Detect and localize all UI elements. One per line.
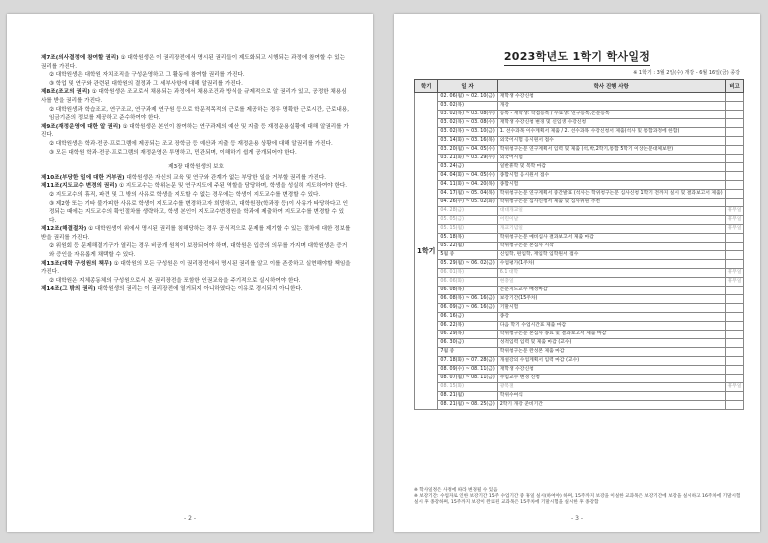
date-cell: 06. 29(목) bbox=[438, 330, 497, 339]
schedule-row bbox=[415, 119, 744, 128]
content-cell: 종합시험 응시원서 접수 bbox=[497, 172, 725, 181]
date-cell: 08. 21(월) ~ 08. 25(금) bbox=[438, 400, 497, 409]
article-first-line bbox=[41, 123, 351, 140]
note-cell bbox=[725, 145, 744, 154]
schedule-row bbox=[415, 180, 744, 189]
content-cell: 현충일 bbox=[497, 277, 725, 286]
content-cell: 2학기 개강 준비기간 bbox=[497, 400, 725, 409]
article-text: ① 대학원생이 위에서 명시된 권리를 침해당하는 경우 공식적으로 문제를 제기할 수 있는 절차에 대한 정보를 받을 권리를 가진다. bbox=[41, 226, 351, 241]
note-cell: 휴무일 bbox=[725, 268, 744, 277]
date-cell: 04. 04(화) ~ 04. 05(수) bbox=[438, 172, 497, 181]
article-text: 대학원생의 권리는 이 권리장전에 열거되지 아니하였다는 이유로 경시되지 아니한다. bbox=[97, 286, 303, 293]
schedule-row bbox=[415, 392, 744, 401]
content-cell: 성적입력 입력 및 제출 마감 (교수) bbox=[497, 339, 725, 348]
article bbox=[41, 123, 351, 157]
date-cell: 04. 28(금) bbox=[438, 207, 497, 216]
article-text: ① 대학원생은 이 권리장전에서 명시된 권리들이 제도화되고 시행되는 과정에 참여할 수 있는 권리를 가진다. bbox=[41, 55, 346, 70]
date-cell: 03. 20(월) ~ 04. 05(수) bbox=[438, 145, 497, 154]
date-cell: 03. 02(목) bbox=[438, 101, 497, 110]
schedule-row bbox=[415, 189, 744, 198]
note-cell bbox=[725, 128, 744, 137]
content-cell: 보강기간(15주차) bbox=[497, 295, 725, 304]
date-cell: 08. 07(월) ~ 08. 11(금) bbox=[438, 374, 497, 383]
article-clause: ③ 제2항 또는 기타 불가피한 사유로 학생이 지도교수를 변경하고자 희망하고, 대학원장(학과장 등)이 사유가 타당하다고 인정되는 때에는 지도교수의 확인절차를 생략하고, 학생 본인이 지도교수변경원을 학과에 제출하여 지도교수를 변경할 수 있다. bbox=[49, 200, 348, 224]
content-cell: 일반휴학 및 복학 마감 bbox=[497, 163, 725, 172]
content-cell: 재학생 수강신청 bbox=[497, 365, 725, 374]
date-cell: 03. 02(목) ~ 03. 08(수) bbox=[438, 119, 497, 128]
content-cell: 대대개교일 bbox=[497, 207, 725, 216]
page-number-right: - 3 - bbox=[571, 515, 583, 522]
article-first-line bbox=[41, 88, 351, 105]
date-cell: 04. 17(월) ~ 05. 04(목) bbox=[438, 189, 497, 198]
schedule-row bbox=[415, 136, 744, 145]
article-first-line bbox=[41, 54, 351, 71]
schedule-row bbox=[415, 374, 744, 383]
article bbox=[41, 88, 351, 122]
article-first-line bbox=[41, 174, 351, 183]
note-cell bbox=[725, 392, 744, 401]
schedule-row bbox=[415, 277, 744, 286]
header-note: 비고 bbox=[725, 80, 744, 93]
date-cell: 06. 01(목) bbox=[438, 268, 497, 277]
date-cell: 04. 11(화) ~ 04. 20(목) bbox=[438, 180, 497, 189]
note-cell bbox=[725, 119, 744, 128]
article-title: 제7조(의사결정에 참여할 권리) bbox=[41, 55, 119, 61]
article-title: 제10조(부당한 일에 대한 거부권) bbox=[41, 174, 125, 181]
schedule-row bbox=[415, 154, 744, 163]
note-cell: 휴무일 bbox=[725, 383, 744, 392]
date-cell: 06. 08(목) bbox=[438, 286, 497, 295]
date-cell: 05. 05(금) bbox=[438, 216, 497, 225]
article bbox=[41, 225, 351, 259]
schedule-row bbox=[415, 304, 744, 313]
note-cell bbox=[725, 260, 744, 269]
note-cell bbox=[725, 330, 744, 339]
rights-charter-text bbox=[41, 54, 351, 294]
note-cell bbox=[725, 110, 744, 119]
date-cell: 03. 24(금) bbox=[438, 163, 497, 172]
chapter-heading: 제3장 대학원생의 보호 bbox=[168, 164, 224, 171]
note-cell: 휴무일 bbox=[725, 277, 744, 286]
article-clause: ② 대학원생과 학습조교, 연구조교, 연구과제 연구원 등으로 학문적목적의 근로를 제공하는 경우 명확한 근로시간, 근로내용, 임금기준의 정보를 제공하고 준수하여야 한다. bbox=[49, 106, 350, 122]
article-text: ① 대학원생은 본인이 참여하는 연구과제의 예산 및 지출 등 재정운용실황에 대해 알권리를 가진다. bbox=[41, 123, 349, 139]
left-page bbox=[7, 14, 373, 532]
content-cell: 학위청구논문 본심사 시작 bbox=[497, 242, 725, 251]
schedule-header-row bbox=[415, 80, 744, 93]
schedule-row bbox=[415, 93, 744, 102]
schedule-footnotes bbox=[414, 488, 742, 507]
note-cell bbox=[725, 286, 744, 295]
schedule-row bbox=[415, 101, 744, 110]
schedule-row bbox=[415, 321, 744, 330]
article-text: ① 대학원생은 조교로서 채용되는 과정에서 채용조건과 방식을 규제적으로 알 권리가 있고, 공정한 채용심사를 받을 권리를 가진다. bbox=[41, 89, 347, 104]
note-cell bbox=[725, 304, 744, 313]
schedule-row bbox=[415, 286, 744, 295]
schedule-row bbox=[415, 207, 744, 216]
date-cell: 06. 16(금) bbox=[438, 312, 497, 321]
schedule-row bbox=[415, 383, 744, 392]
content-cell: 개강 bbox=[497, 101, 725, 110]
note-cell bbox=[725, 312, 744, 321]
content-cell: 1. 선수과목 이수계획서 제출 / 2. 선수과목 수강신청서 제출(석사 및 통합과정에 한함) bbox=[497, 128, 725, 137]
date-cell: 08. 09(수) ~ 08. 11(금) bbox=[438, 365, 497, 374]
schedule-table bbox=[414, 79, 744, 410]
schedule-row bbox=[415, 242, 744, 251]
note-cell bbox=[725, 321, 744, 330]
footnote: ※ 학사일정은 사정에 따라 변경될 수 있음 bbox=[414, 488, 498, 493]
date-cell: 06. 06(화) bbox=[438, 277, 497, 286]
note-cell bbox=[725, 180, 744, 189]
content-cell: 학위청구논문 예비심사 결과보고서 제출 마감 bbox=[497, 233, 725, 242]
date-cell: 08. 15(화) bbox=[438, 383, 497, 392]
date-cell: 05. 18(목) bbox=[438, 233, 497, 242]
note-cell bbox=[725, 172, 744, 181]
content-cell: 주임교수 변경 신청 bbox=[497, 374, 725, 383]
article-text: ① 지도교수는 학위논문 및 연구지도에 주된 역할을 담당하며, 학생을 성실히 지도하여야 한다. bbox=[119, 183, 348, 190]
content-cell: 어린이날 bbox=[497, 216, 725, 225]
right-page bbox=[394, 14, 760, 532]
schedule-row bbox=[415, 251, 744, 260]
date-cell: 08. 21(월) bbox=[438, 392, 497, 401]
schedule-row bbox=[415, 339, 744, 348]
article-first-line bbox=[41, 260, 351, 277]
article-clause: ② 위원회 등 문제해결기구가 열리는 경우 비공개 원칙이 보장되어야 하며, 대학원은 입증의 의무를 가지며 대학원생은 증거와 증인을 자유롭게 채택할 수 있다. bbox=[49, 243, 348, 259]
content-cell: 학위청구논문 완성본 제출 마감 bbox=[497, 348, 725, 357]
note-cell bbox=[725, 233, 744, 242]
content-cell: 학위청구논문 본심사 종료 및 결과보고서 제출 마감 bbox=[497, 330, 725, 339]
header-date: 일 자 bbox=[438, 80, 497, 93]
schedule-row bbox=[415, 172, 744, 181]
article-title: 제12조(해결절차) bbox=[41, 226, 87, 233]
note-cell bbox=[725, 251, 744, 260]
note-cell bbox=[725, 242, 744, 251]
content-cell: 외국어시험 bbox=[497, 154, 725, 163]
content-cell: 기말시험 bbox=[497, 304, 725, 313]
note-cell bbox=[725, 356, 744, 365]
schedule-row bbox=[415, 110, 744, 119]
schedule-row bbox=[415, 216, 744, 225]
note-cell: 휴무일 bbox=[725, 224, 744, 233]
schedule-row bbox=[415, 365, 744, 374]
article bbox=[41, 285, 351, 294]
article-clause: ② 대학원생은 학과·전공·프로그램에 제공되는 조교 장학금 등 예산과 지출 등 재정운용 상황에 대해 알권리를 가진다. bbox=[49, 140, 333, 147]
header-content: 학사 진행 사항 bbox=[497, 80, 725, 93]
note-cell bbox=[725, 189, 744, 198]
article-first-line bbox=[41, 285, 351, 294]
schedule-title: 2023학년도 1학기 학사일정 bbox=[394, 48, 760, 66]
content-cell: 재학생 수강신청 bbox=[497, 93, 725, 102]
article-title: 제14조(그 밖의 권리) bbox=[41, 286, 96, 293]
note-cell bbox=[725, 295, 744, 304]
schedule-row bbox=[415, 295, 744, 304]
note-cell bbox=[725, 374, 744, 383]
date-cell: 03. 21(화) ~ 03. 29(수) bbox=[438, 154, 497, 163]
note-cell bbox=[725, 136, 744, 145]
semester-cell: 1학기 bbox=[415, 93, 438, 410]
footnote: ※ 보강기간: 수업자로 인한 보강기간 15주 수업기간 중 휴일 실시(하여야) 하며, 15주까지 보강을 이실한 교과목은 보강기간에 보강을 실시하고 16주차에 기말시험 실시 후 종강하며, 15주까지 보강이 완료된 교과목은 15주차에 기말시험을 실시한 후 종강함 bbox=[414, 494, 741, 506]
date-cell: 07. 18(화) ~ 07. 28(금) bbox=[438, 356, 497, 365]
content-cell: 재학생 수강신청 변경 및 신입생 수강신청 bbox=[497, 119, 725, 128]
page-number-left: - 2 - bbox=[184, 515, 196, 522]
note-cell bbox=[725, 348, 744, 357]
content-cell: 논문지도교수 배정마감 bbox=[497, 286, 725, 295]
schedule-row bbox=[415, 233, 744, 242]
content-cell: 개교기념일 bbox=[497, 224, 725, 233]
article-clause: ② 대학원은 지체종동체의 구성원으로서 본 권리장전을 포함한 인권교육을 주기적으로 실시하여야 한다. bbox=[49, 277, 301, 284]
content-cell: 종강 bbox=[497, 312, 725, 321]
date-cell: 06. 09(금) ~ 06. 16(금) bbox=[438, 304, 497, 313]
article-text: 대학원생은 자신의 교육 및 연구와 관계가 없는 부당한 일을 거부할 권리를 가진다. bbox=[126, 174, 327, 181]
note-cell bbox=[725, 400, 744, 409]
content-cell: 학위청구논문 심사신청서 제출 및 심사위원 추천 bbox=[497, 198, 725, 207]
article bbox=[41, 54, 351, 88]
content-cell: 종합시험 bbox=[497, 180, 725, 189]
schedule-row bbox=[415, 312, 744, 321]
note-cell bbox=[725, 198, 744, 207]
date-cell: 06. 08(목) ~ 06. 16(금) bbox=[438, 295, 497, 304]
article-clause: ② 대학원생은 대학원 자치조직을 구성운영하고 그 활동에 참여할 권리를 가진다. bbox=[49, 72, 245, 79]
article-title: 제13조(대학 구성원의 책무) bbox=[41, 260, 112, 267]
note-cell bbox=[725, 365, 744, 374]
date-cell: 03. 02(목) ~ 03. 08(수) bbox=[438, 110, 497, 119]
content-cell: 학위청구논문 연구계획서 중간발표 (석사는 학위청구논문 심사신청 1학기 전까지 실시 및 결과보고서 제출) bbox=[497, 189, 725, 198]
note-cell: 휴무일 bbox=[725, 216, 744, 225]
note-cell bbox=[725, 339, 744, 348]
article-clause: ③ 학업 및 연구와 관련된 대학원의 결정과 그 세부사항에 대해 알권리를 가진다. bbox=[49, 80, 243, 87]
article-first-line bbox=[41, 182, 351, 191]
content-cell: 6.1 대학 bbox=[497, 268, 725, 277]
date-cell: 05. 15(월) bbox=[438, 224, 497, 233]
schedule-subtitle: ※ 1학기 : 3월 2일(수) 개강 - 6월 16일(금) 종강 bbox=[633, 70, 740, 76]
schedule-row bbox=[415, 163, 744, 172]
date-cell: 7월 중 bbox=[438, 348, 497, 357]
content-cell: 외국어시험 응시원서 접수 bbox=[497, 136, 725, 145]
content-cell: 신입학, 편입학, 재입학 입학원서 접수 bbox=[497, 251, 725, 260]
date-cell: 05. 22(월) bbox=[438, 242, 497, 251]
schedule-row bbox=[415, 356, 744, 365]
article-title: 제9조(재정운영에 대한 알 권리) bbox=[41, 123, 121, 130]
schedule-row bbox=[415, 400, 744, 409]
article-title: 제8조(조교의 권리) bbox=[41, 89, 90, 96]
content-cell: 개설강의 수업계획서 입력 마감 (교수) bbox=[497, 356, 725, 365]
schedule-row bbox=[415, 260, 744, 269]
note-cell bbox=[725, 163, 744, 172]
date-cell: 04. 26(수) ~ 05. 02(화) bbox=[438, 198, 497, 207]
schedule-row bbox=[415, 268, 744, 277]
article-clause: ② 지도교수의 휴직, 파견 및 그 밖의 사유로 학생을 지도할 수 없는 경우에는 학생이 지도교수를 변경할 수 있다. bbox=[49, 191, 321, 198]
date-cell: 5월 중 bbox=[438, 251, 497, 260]
article-first-line bbox=[41, 225, 351, 242]
schedule-row bbox=[415, 128, 744, 137]
header-semester: 학기 bbox=[415, 80, 438, 93]
date-cell: 06. 22(목) bbox=[438, 321, 497, 330]
article-title: 제11조(지도교수 변경의 권리) bbox=[41, 183, 118, 190]
content-cell: 학위수여식 bbox=[497, 392, 725, 401]
note-cell bbox=[725, 154, 744, 163]
content-cell: 학위청구논문 연구계획서 입력 및 제출 (석,박,2학기,통합 5학기 이상논문대체보완) bbox=[497, 145, 725, 154]
schedule-row bbox=[415, 145, 744, 154]
article bbox=[41, 260, 351, 286]
schedule-row bbox=[415, 198, 744, 207]
note-cell: 휴무일 bbox=[725, 207, 744, 216]
article bbox=[41, 182, 351, 225]
content-cell: 광복절 bbox=[497, 383, 725, 392]
content-cell: 수업평가(1주차) bbox=[497, 260, 725, 269]
article-text: ① 대학원의 모든 구성원은 이 권리장전에서 명시된 권리를 알고 이를 존중하고 실현해야할 책임을 가진다. bbox=[41, 260, 351, 276]
date-cell: 06. 30(금) bbox=[438, 339, 497, 348]
schedule-row bbox=[415, 224, 744, 233]
date-cell: 03. 14(화) ~ 03. 16(목) bbox=[438, 136, 497, 145]
note-cell bbox=[725, 101, 744, 110]
date-cell: 03. 02(목) ~ 03. 10(금) bbox=[438, 128, 497, 137]
note-cell bbox=[725, 93, 744, 102]
schedule-row bbox=[415, 348, 744, 357]
date-cell: 05. 29(월) ~ 06. 02(금) bbox=[438, 260, 497, 269]
schedule-row bbox=[415, 330, 744, 339]
article bbox=[41, 174, 351, 183]
content-cell: 등록 - 재학생: 학점등록 / 수료생: 연구등록,논문등록 bbox=[497, 110, 725, 119]
date-cell: 02. 06(월) ~ 02. 10(금) bbox=[438, 93, 497, 102]
article-clause: ③ 모든 대학원 학과·전공·프로그램의 재정운영은 투명하고, 민관되며, 이해하기 쉽게 공개되어야 한다. bbox=[49, 149, 297, 156]
content-cell: 다음 학기 수업시간표 제출 마감 bbox=[497, 321, 725, 330]
